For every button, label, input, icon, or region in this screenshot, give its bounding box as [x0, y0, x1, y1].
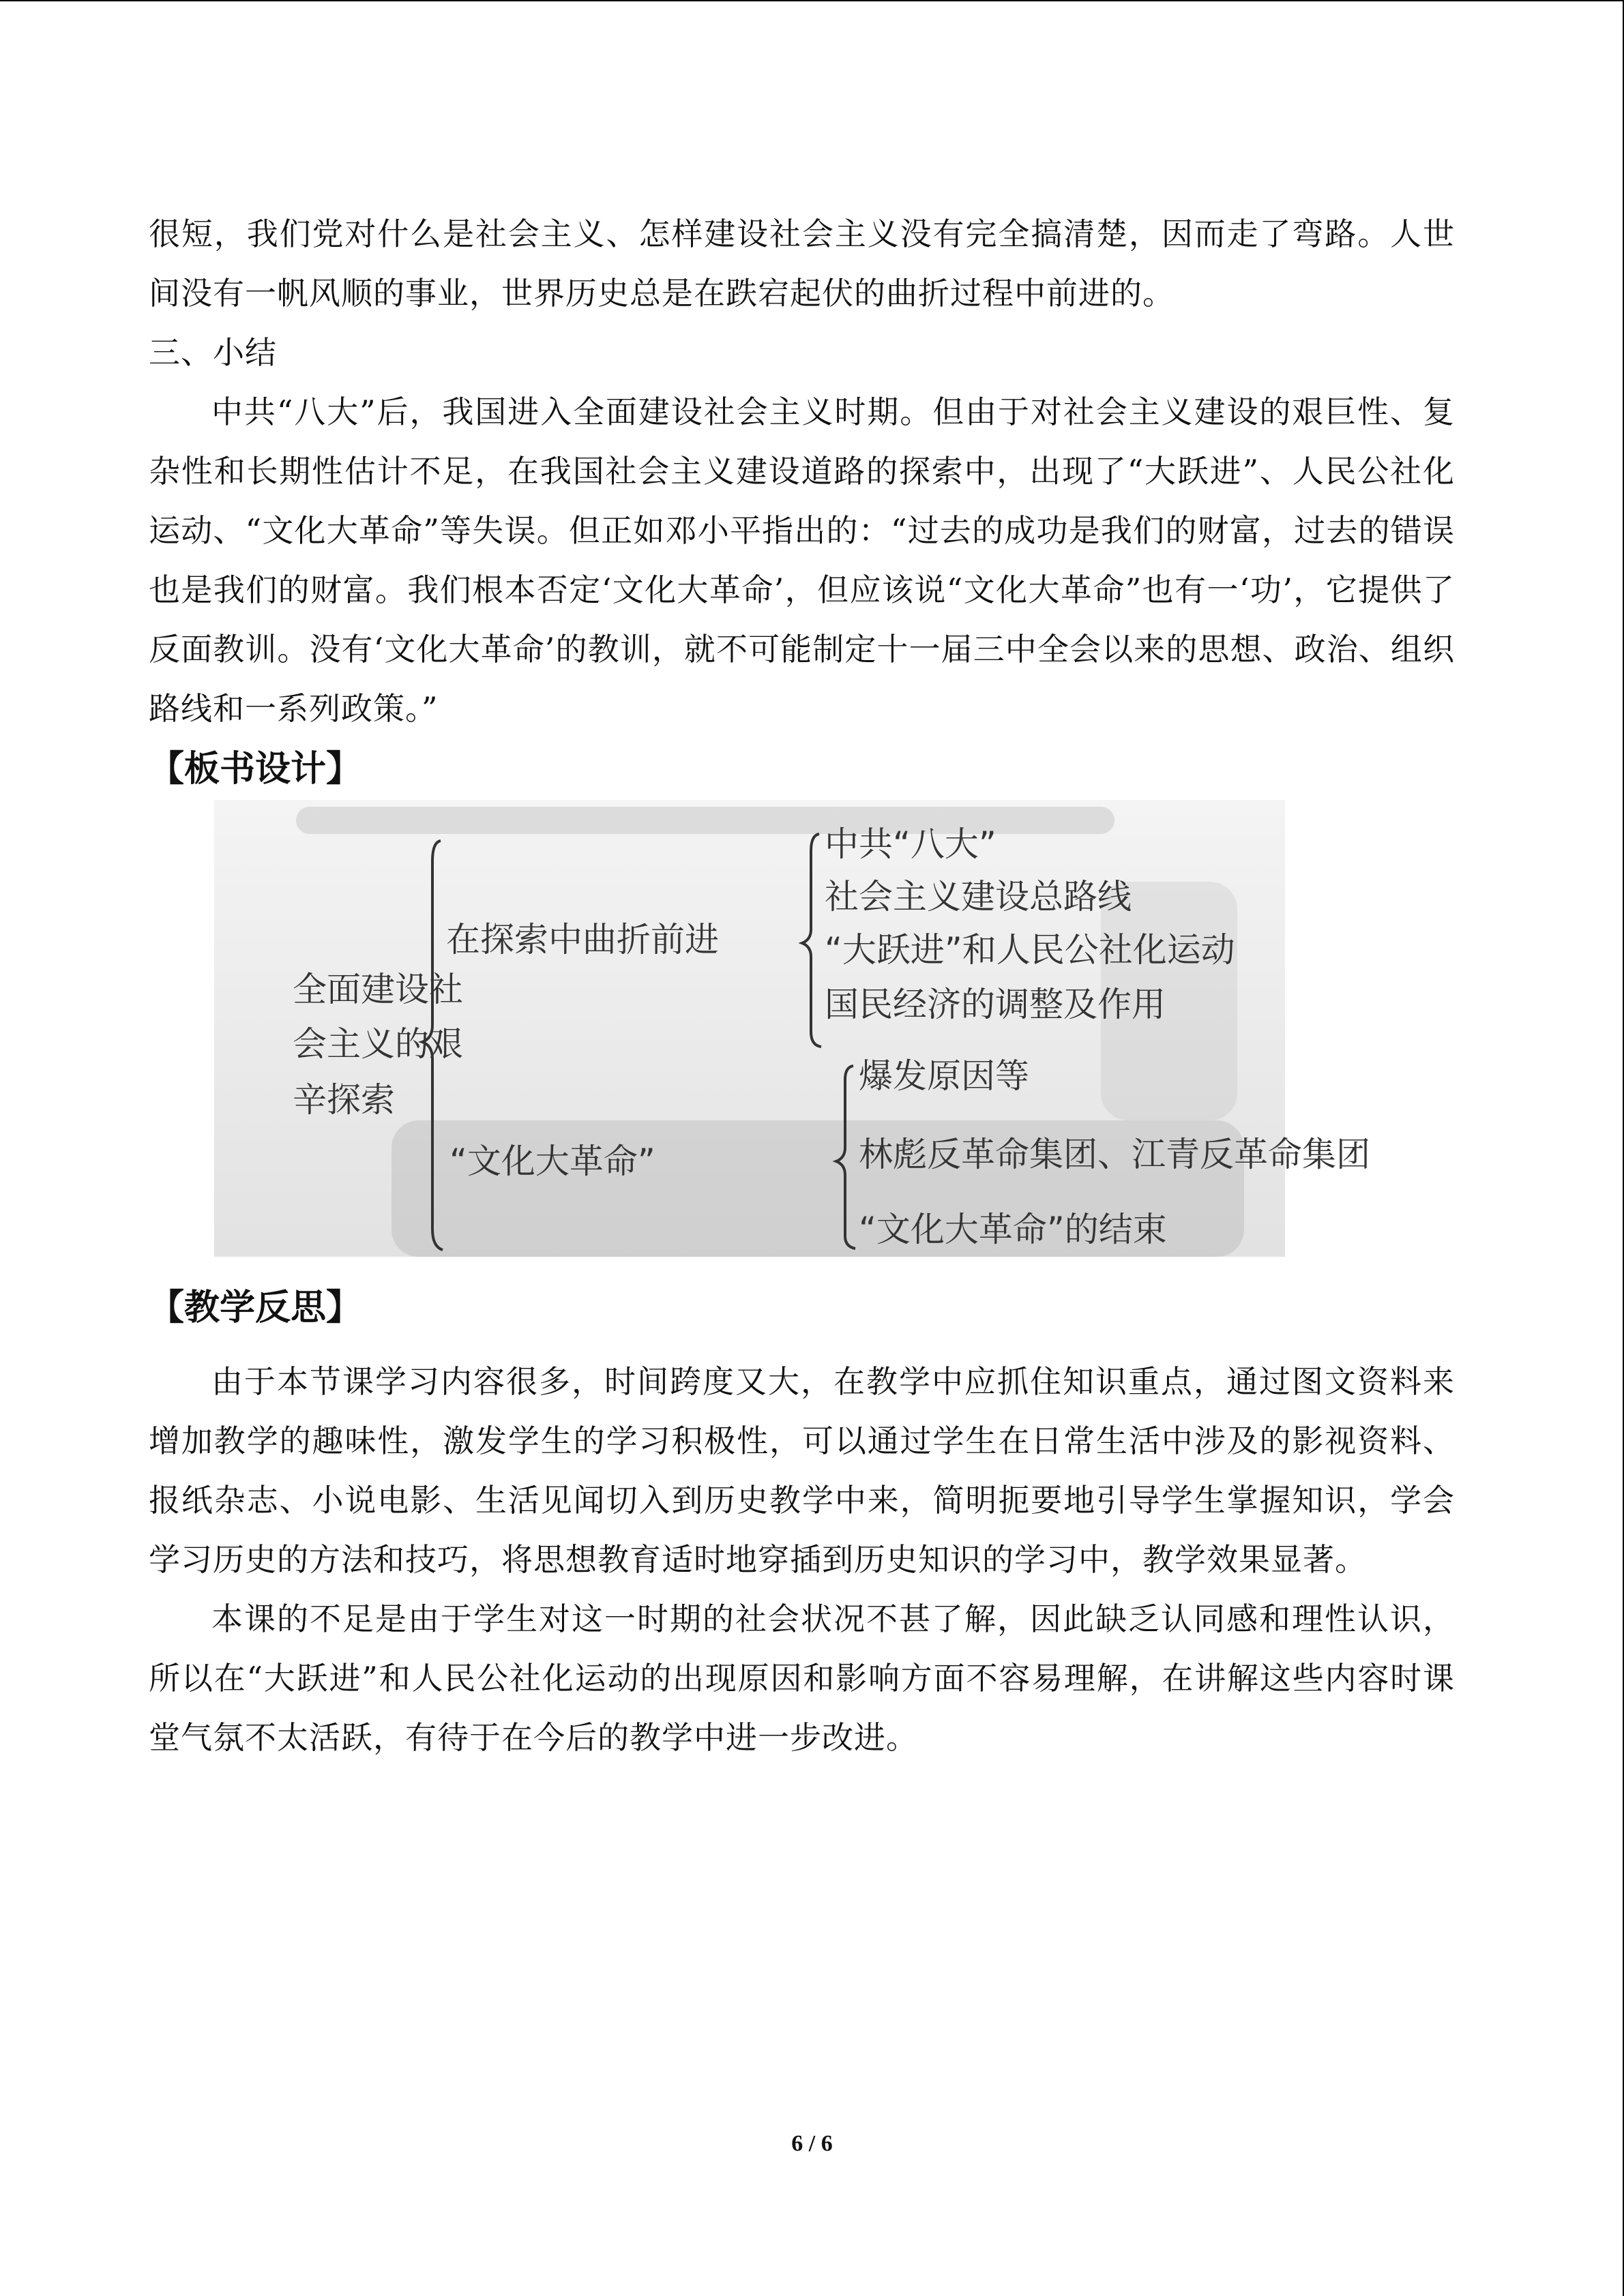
board-root-line-1: 全面建设社	[293, 970, 463, 1009]
board-branch1-label: 在探索中曲折前进	[446, 920, 719, 959]
board-branch2-item: 爆发原因等	[859, 1056, 1029, 1096]
document-body	[149, 205, 1455, 1768]
board-branch1-item: 社会主义建设总路线	[825, 877, 1132, 916]
brace-branch1	[802, 834, 821, 1047]
board-design-image	[214, 800, 1370, 1257]
board-branch2-item: 林彪反革命集团、江青反革命集团	[859, 1135, 1370, 1174]
reflection-heading: 【教学反思】	[149, 1287, 362, 1328]
brace-branch2	[836, 1066, 855, 1249]
paragraph-continuation: 很短，我们党对什么是社会主义、怎样建设社会主义没有完全搞清楚，因而走了弯路。人世间没有一帆风顺的事业，世界历史总是在跌宕起伏的曲折过程中前进的。	[149, 215, 1455, 312]
board-branch1-item: 国民经济的调整及作用	[825, 985, 1166, 1024]
board-branch1-item: 中共“八大”	[825, 824, 996, 864]
reflection-paragraph-2: 本课的不足是由于学生对这一时期的社会状况不甚了解，因此缺乏认同感和理性认识，所以在“大跃进”和人民公社化运动的出现原因和影响方面不容易理解，在讲解这些内容时课堂气氛不太活跃，有待于在今后的教学中进一步改进。	[149, 1600, 1455, 1756]
board-root-line-3: 辛探索	[293, 1080, 395, 1120]
reflection-paragraph-1: 由于本节课学习内容很多，时间跨度又大，在教学中应抓住知识重点，通过图文资料来增加教学的趣味性，激发学生的学习积极性，可以通过学生在日常生活中涉及的影视资料、报纸杂志、小说电影、生活见闻切入到历史教学中来，简明扼要地引导学生掌握知识，学会学习历史的方法和技巧，将思想教育适时地穿插到历史知识的学习中，教学效果显著。	[149, 1363, 1455, 1578]
paragraph-summary: 中共“八大”后，我国进入全面建设社会主义时期。但由于对社会主义建设的艰巨性、复杂性和长期性估计不足，在我国社会主义建设道路的探索中，出现了“大跃进”、人民公社化运动、“文化大革命”等失误。但正如邓小平指出的：“过去的成功是我们的财富，过去的错误也是我们的财富。我们根本否定‘文化大革命’，但应该说“文化大革命”也有一‘功’，它提供了反面教训。没有‘文化大革命’的教训，就不可能制定十一届三中全会以来的思想、政治、组织路线和一系列政策。”	[149, 393, 1455, 727]
board-design-heading: 【板书设计】	[149, 749, 362, 790]
board-branch2-item: “文化大革命”的结束	[859, 1210, 1167, 1249]
board-branch1-item: “大跃进”和人民公社化运动	[825, 930, 1235, 970]
page-number: 6 / 6	[791, 2131, 833, 2156]
board-branch2-label: “文化大革命”	[449, 1142, 655, 1181]
board-root-line-2: 会主义的艰	[293, 1024, 463, 1064]
section-title-summary: 三、小结	[149, 334, 277, 371]
page-top-border	[0, 0, 1623, 1]
